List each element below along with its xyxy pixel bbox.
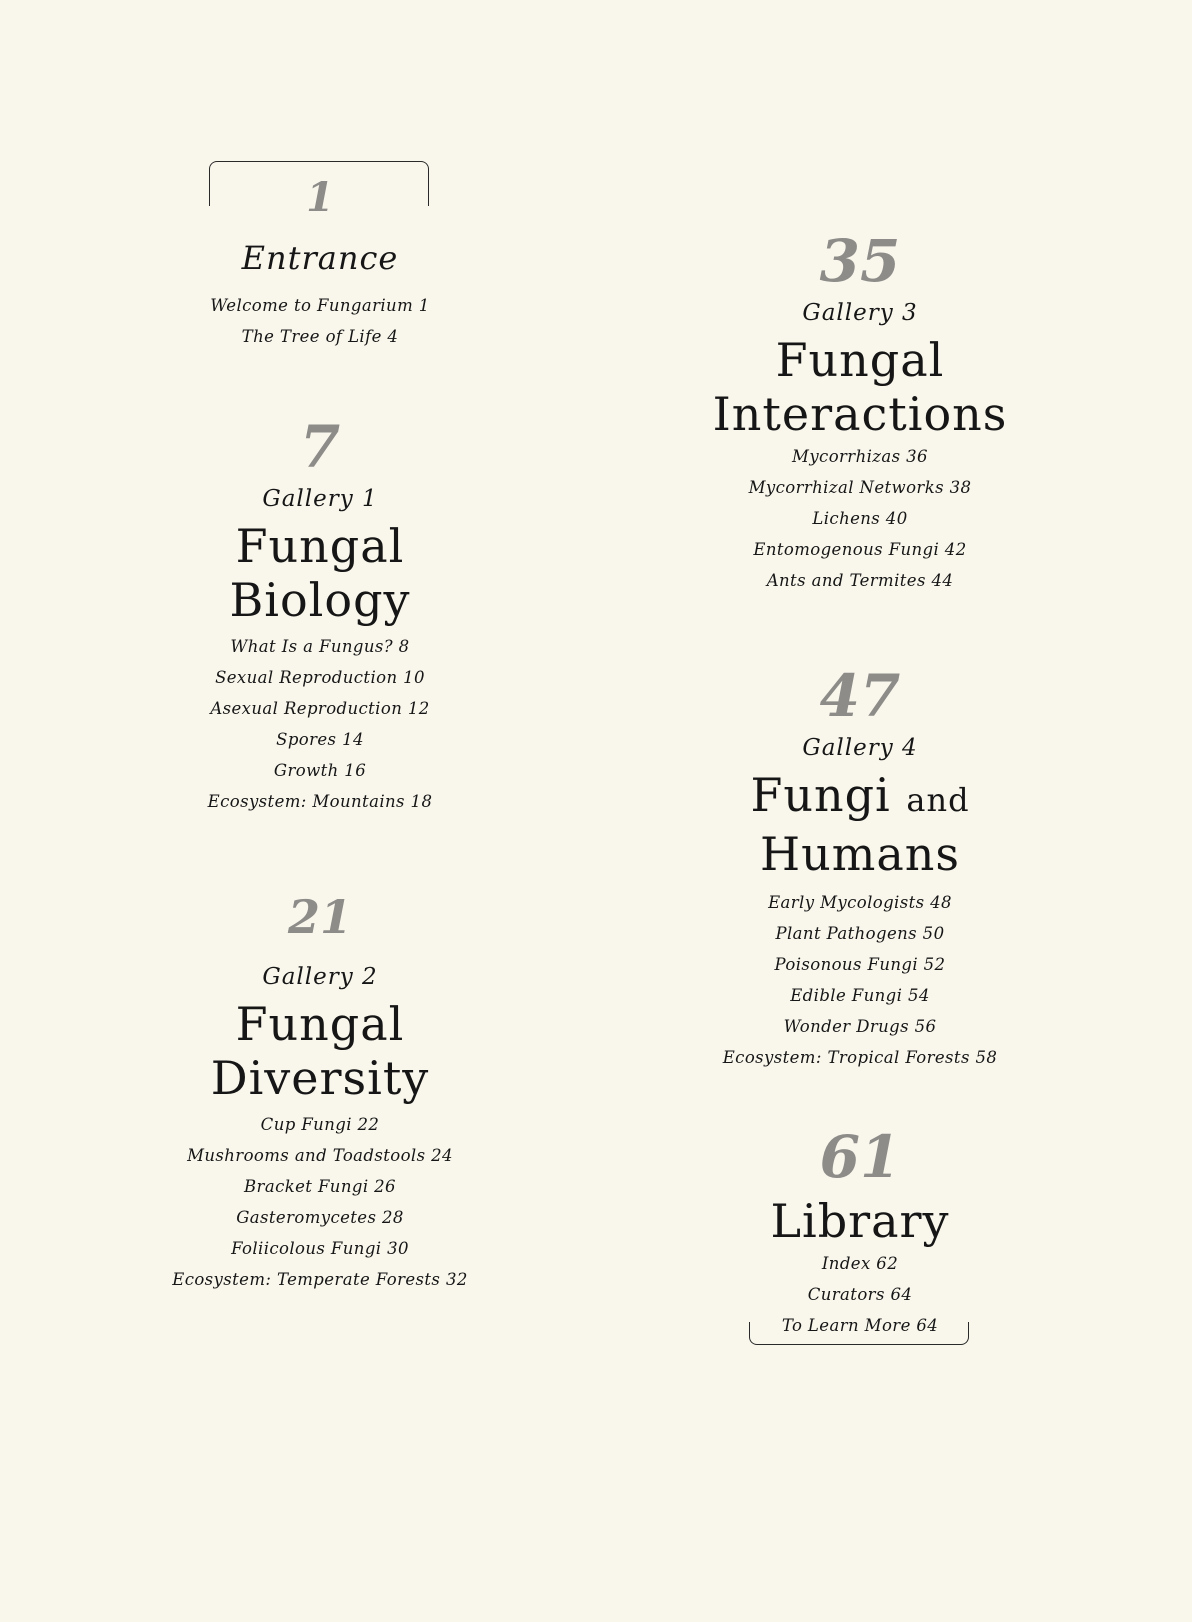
title-line: Fungal — [775, 333, 945, 387]
section-gallery-4 — [690, 662, 1030, 1073]
toc-entry[interactable]: Ecosystem: Mountains 18 — [207, 792, 433, 811]
gallery-label: Gallery 2 — [262, 964, 378, 990]
toc-entry[interactable]: Edible Fungi 54 — [790, 986, 930, 1005]
section-gallery-1 — [170, 413, 470, 817]
entry-list — [690, 441, 1030, 596]
toc-entry[interactable]: The Tree of Life 4 — [241, 327, 399, 346]
toc-entry[interactable]: Poisonous Fungi 52 — [774, 955, 946, 974]
section-title — [690, 768, 1030, 881]
toc-entry[interactable]: Ecosystem: Temperate Forests 32 — [172, 1270, 468, 1289]
toc-entry[interactable]: Foliicolous Fungi 30 — [231, 1239, 409, 1258]
title-line: Biology — [229, 573, 411, 627]
entry-list — [690, 887, 1030, 1073]
section-library — [690, 1123, 1030, 1341]
toc-entry[interactable]: Index 62 — [821, 1254, 899, 1273]
toc-entry[interactable]: Entomogenous Fungi 42 — [753, 540, 967, 559]
section-number: 35 — [819, 227, 901, 295]
toc-entry[interactable]: Early Mycologists 48 — [768, 893, 952, 912]
section-title — [690, 333, 1030, 441]
toc-entry[interactable]: Gasteromycetes 28 — [236, 1208, 404, 1227]
toc-entry[interactable]: Lichens 40 — [812, 509, 908, 528]
toc-entry[interactable]: Spores 14 — [276, 730, 364, 749]
toc-entry[interactable]: Mycorrhizas 36 — [792, 447, 928, 466]
section-number: 1 — [306, 174, 334, 221]
section-number: 61 — [819, 1123, 901, 1191]
bottom-bracket — [749, 1322, 969, 1345]
toc-entry[interactable]: Ecosystem: Tropical Forests 58 — [722, 1048, 998, 1067]
toc-entry[interactable]: Asexual Reproduction 12 — [210, 699, 430, 718]
section-number: 7 — [299, 413, 341, 481]
section-entrance — [170, 174, 470, 352]
toc-entry[interactable]: Mushrooms and Toadstools 24 — [187, 1146, 453, 1165]
toc-entry[interactable]: Growth 16 — [273, 761, 367, 780]
entry-list — [170, 290, 470, 352]
toc-entry[interactable]: Cup Fungi 22 — [260, 1115, 380, 1134]
section-number: 21 — [287, 890, 352, 944]
section-number: 47 — [819, 662, 901, 730]
gallery-label: Gallery 4 — [802, 735, 918, 761]
title-line: Interactions — [712, 387, 1008, 441]
toc-entry[interactable]: Ants and Termites 44 — [766, 571, 954, 590]
toc-entry[interactable]: Plant Pathogens 50 — [775, 924, 945, 943]
toc-entry[interactable]: Wonder Drugs 56 — [783, 1017, 937, 1036]
title-line: Diversity — [210, 1051, 430, 1105]
section-gallery-2 — [160, 890, 480, 1295]
entry-list — [160, 1109, 480, 1295]
entry-list — [170, 631, 470, 817]
toc-entry[interactable]: To Learn More 64 — [781, 1316, 939, 1335]
title-word: Fungi — [750, 768, 891, 822]
title-line: Fungal — [235, 997, 405, 1051]
title-line: Fungal — [235, 519, 405, 573]
toc-entry[interactable]: Curators 64 — [807, 1285, 913, 1304]
title-word: and — [906, 781, 970, 819]
title-line: Humans — [759, 827, 961, 881]
section-title — [170, 519, 470, 627]
section-title — [160, 997, 480, 1105]
section-title: Entrance — [241, 239, 399, 277]
gallery-label: Gallery 3 — [802, 300, 918, 326]
toc-entry[interactable]: Sexual Reproduction 10 — [215, 668, 425, 687]
toc-entry[interactable]: Mycorrhizal Networks 38 — [748, 478, 972, 497]
gallery-label: Gallery 1 — [262, 486, 378, 512]
toc-entry[interactable]: What Is a Fungus? 8 — [230, 637, 410, 656]
title-line — [690, 768, 1030, 827]
toc-entry[interactable]: Welcome to Fungarium 1 — [210, 296, 430, 315]
section-title: Library — [770, 1194, 950, 1248]
section-gallery-3 — [690, 227, 1030, 596]
toc-entry[interactable]: Bracket Fungi 26 — [244, 1177, 396, 1196]
